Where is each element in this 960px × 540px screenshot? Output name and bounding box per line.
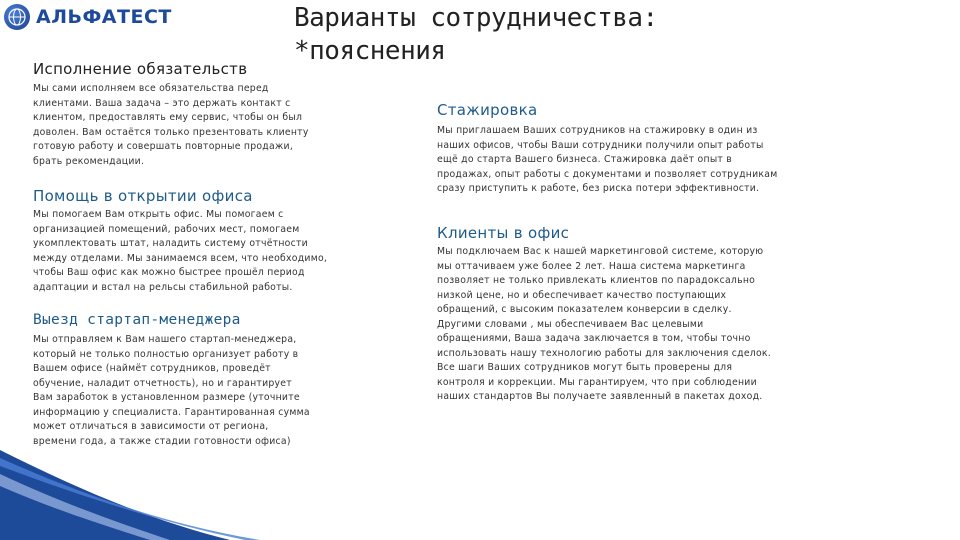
section-text-internship: Мы приглашаем Ваших сотрудников на стажировку в один из наших офисов, чтобы Ваши сотрудники получили опыт работы ещё до старта Вашего бизнеса. Стажировка даёт опыт в продажах, опыт работы с документами и позволяет сотрудникам сразу приступить к работе, без риска потери эффективности. [437, 125, 778, 194]
brand-logo [4, 4, 172, 30]
section-text-startup-manager: Мы отправляем к Вам нашего стартап-менеджера, который не только полностью организует работу в Вашем офисе (наймёт сотрудников, проведёт обучение, наладит отчетность), но и гарантирует Вам заработок в установленном размере (уточните информацию у специалиста. Гарантированная сумма может отличаться в зависимости от региона, времени года, а также стадии готовности офиса) [33, 334, 310, 447]
section-text-office-help: Мы помогаем Вам открыть офис. Мы помогаем с организацией помещений, рабочих мест, помогаем укомплектовать штат, наладить систему отчётности между отделами. Мы занимаемся всем, что необходимо, чтобы Ваш офис как можно быстрее прошёл период адаптации и встал на рельсы стабильной работы. [33, 209, 328, 293]
section-heading-startup-manager: Выезд стартап-менеджера [33, 312, 241, 328]
globe-logo-icon [4, 4, 30, 30]
brand-name: АЛЬФАТЕСТ [36, 6, 172, 28]
section-text-clients: Мы подключаем Вас к нашей маркетинговой системе, которую мы оттачиваем уже более 2 лет. Наша система маркетинга позволяет не только привлекать клиентов по парадоксально низкой цене, но и обеспечивает качество поступающих обращений, с высоким показателем конверсии в сделку. Другими словами , мы обеспечиваем Вас целевыми обращениями, Ваша задача заключается в том, чтобы точно использовать нашу технологию работы для заключения сделок. Все шаги Ваших сотрудников могут быть проверены для контроля и коррекции. Мы гарантируем, что при соблюдении наших стандартов Вы получаете заявленный в пакетах доход. [437, 246, 771, 402]
section-text-obligations: Мы сами исполняем все обязательства перед клиентами. Ваша задача – это держать контакт с клиентом, предоставлять ему сервис, чтобы он был доволен. Вам остаётся только презентовать клиенту готовую работу и совершать повторные продажи, брать рекомендации. [33, 83, 309, 167]
page-title: Варианты сотрудничества: *пояснения [294, 3, 658, 66]
section-heading-obligations: Исполнение обязательств [33, 60, 248, 78]
section-heading-clients: Клиенты в офис [437, 224, 570, 242]
section-heading-internship: Стажировка [437, 101, 538, 119]
decorative-swoosh [0, 450, 960, 540]
section-heading-office-help: Помощь в открытии офиса [33, 187, 253, 205]
